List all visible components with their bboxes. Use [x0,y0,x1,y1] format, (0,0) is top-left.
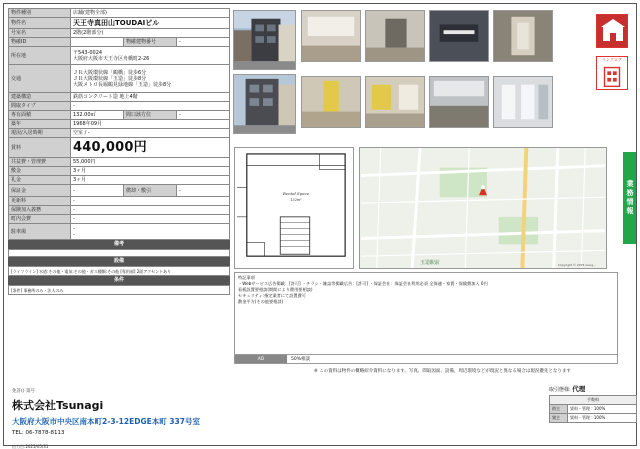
company-name: 株式会社Tsunagi [12,399,104,412]
address-text: 大阪府大阪市天王寺区舟橋町2-26 [73,55,150,62]
value-address [71,47,230,65]
remarks-bar: 備考 [8,240,230,249]
value-guarantee: - [71,185,124,197]
fee-row-label: 貸主 [550,414,568,423]
label-guarantee: 保証金 [9,185,71,197]
company-address: 大阪府大阪市中央区南本町2-3-12EDGE本町 337号室 [12,417,200,426]
value-built: 1968年09月 [71,120,230,129]
label-insurance: 保険加入義務 [9,206,71,215]
photo-hallway [493,10,553,62]
value-parking [71,224,230,240]
label-property-type: 物件種別 [9,9,71,18]
value-structure: 鉄筋コンクリート造 地上4階 [71,93,230,102]
value-rent: 440,000円 [71,138,230,158]
conditions-bar: 条件 [8,276,230,285]
label-frontage: 間口該方位 [124,111,177,120]
remarks-line: セキュリティ:指定業者にて設置費可 [238,293,306,298]
label-name: 物件名 [9,18,71,29]
access-line: 大阪メトロ長堀鶴見緑地線「玉造」徒歩8分 [73,81,172,88]
value-deposit: 3ヶ月 [71,167,230,176]
value-id [71,38,124,47]
label-rent: 賃料 [9,138,71,158]
fee-row-value: 賃料・管理 : 100% [568,414,637,423]
label-id: 物確ID [9,38,71,47]
photo-room-3 [429,76,489,128]
badge-renovation-label: リンクロア [602,57,622,62]
label-layout: 間取タイプ [9,102,71,111]
label-address: 所在地 [9,47,71,65]
label-parking: 駐車場 [9,224,71,240]
postal-code: 〒543-0024 [73,49,103,56]
photo-exterior-street [233,74,296,134]
label-building-no: 物確建物番号 [124,38,177,47]
value-building-no: - [177,38,230,47]
photo-room-1 [301,76,361,128]
value-status: 空室 / - [71,129,230,138]
map-copyright: Copyright © 2025 Goog... [557,263,596,268]
ad-label: AD [235,355,287,363]
plan-label-rental-space: Rental Space [282,191,310,197]
fee-row-label: 借主 [550,405,568,414]
value-insurance: - [71,206,230,215]
photo-interior-1 [301,10,361,62]
transaction-type-value: 代理 [572,385,586,393]
value-room: 2階(2階部分) [71,29,230,38]
value-property-type: 店舗(建物全部) [71,9,230,18]
value-layout: - [71,102,230,111]
value-renewal: - [71,197,230,206]
license-number: 免許() 第号 [12,389,35,394]
photo-restroom [493,76,553,128]
spec-table [8,8,230,295]
ad-row [234,354,618,364]
conditions-text: [条件] 事務所のみ・法人のみ [8,285,230,295]
remarks-empty [8,249,230,257]
business-info-tab[interactable]: 業務情報 [623,152,636,244]
badge-renovation [596,56,628,90]
label-area: 専有面積 [9,111,71,120]
access-line: ＪＲ大阪環状線「鶴橋」徒歩6分 [73,69,147,76]
transaction-type [549,384,637,393]
remarks-line: ・Webサービス広告掲載：[許可] ・チラシ・雑誌等掲載広告：[許可] ・保証会社：保証会社利用必須 全保連・家賃・保険費加入 0円 [238,281,488,286]
property-sheet [3,3,637,449]
photo-room-2 [365,76,425,128]
fee-row-value: 賃料・管理 : 100% [568,405,637,414]
parking-value-b: - [73,231,75,238]
transaction-type-label: 取引態様: [549,387,571,393]
fee-header: 手数料 [550,396,637,405]
company-block [12,388,200,436]
location-map[interactable] [359,147,607,269]
label-amortization: 償却・敷引 [124,185,177,197]
ad-value: 50%相談 [291,357,311,362]
remarks-line: 敷金平方(その他要相談) [238,299,284,304]
value-association: - [71,215,230,224]
map-station-label: 玉造駅前 [420,260,440,267]
value-key-money: 3ヶ月 [71,176,230,185]
photo-exterior-main [233,10,296,70]
value-area: 132.00㎡ [71,111,124,120]
remarks-line: 看板設置要相談(期間により費用要相談) [238,287,313,292]
label-association: 町内会費 [9,215,71,224]
equipment-text: [ライフライン] 水道:その他・電気:その他・ガス種類:その他 [専用部] 2面アクセントあり [8,266,230,276]
label-deposit: 敷金 [9,167,71,176]
label-renewal: 更新料 [9,197,71,206]
special-remarks [234,272,618,364]
photo-interior-2 [365,10,425,62]
remarks-line: 特記事項 [238,275,255,280]
badge-shop-icon [596,14,628,48]
equipment-bar: 設備 [8,257,230,266]
disclaimer: ※ この資料は物件の概略紹介資料になります。写真、間取図面、設備、周辺環境などが現況と異なる場合は現況優先となります [314,369,571,374]
transaction-terms [549,384,637,423]
value-common-fee: 55,000円 [71,158,230,167]
access-line: ＪＲ大阪環状線「玉造」徒歩8分 [73,75,147,82]
plan-label-area: 132m² [290,198,302,203]
label-status: 現況/入居時期 [9,129,71,138]
value-amortization: - [177,185,230,197]
label-built: 築年 [9,120,71,129]
parking-value: - [73,225,75,232]
value-frontage: - [177,111,230,120]
label-key-money: 礼金 [9,176,71,185]
label-room: 号室名 [9,29,71,38]
company-tel[interactable]: TEL: 06-7878-8113 [12,430,65,436]
value-name: 天王寺真田山TOUDAIビル [71,18,230,29]
photo-entrance-sign [429,10,489,62]
building-icon [597,63,627,89]
value-access [71,65,230,93]
label-structure: 建築構造 [9,93,71,102]
label-common-fee: 共益費・管理費 [9,158,71,167]
issue-date: 出力日:2025/05/31 [12,444,49,449]
label-access: 交通 [9,65,71,93]
floor-plan [234,147,354,269]
